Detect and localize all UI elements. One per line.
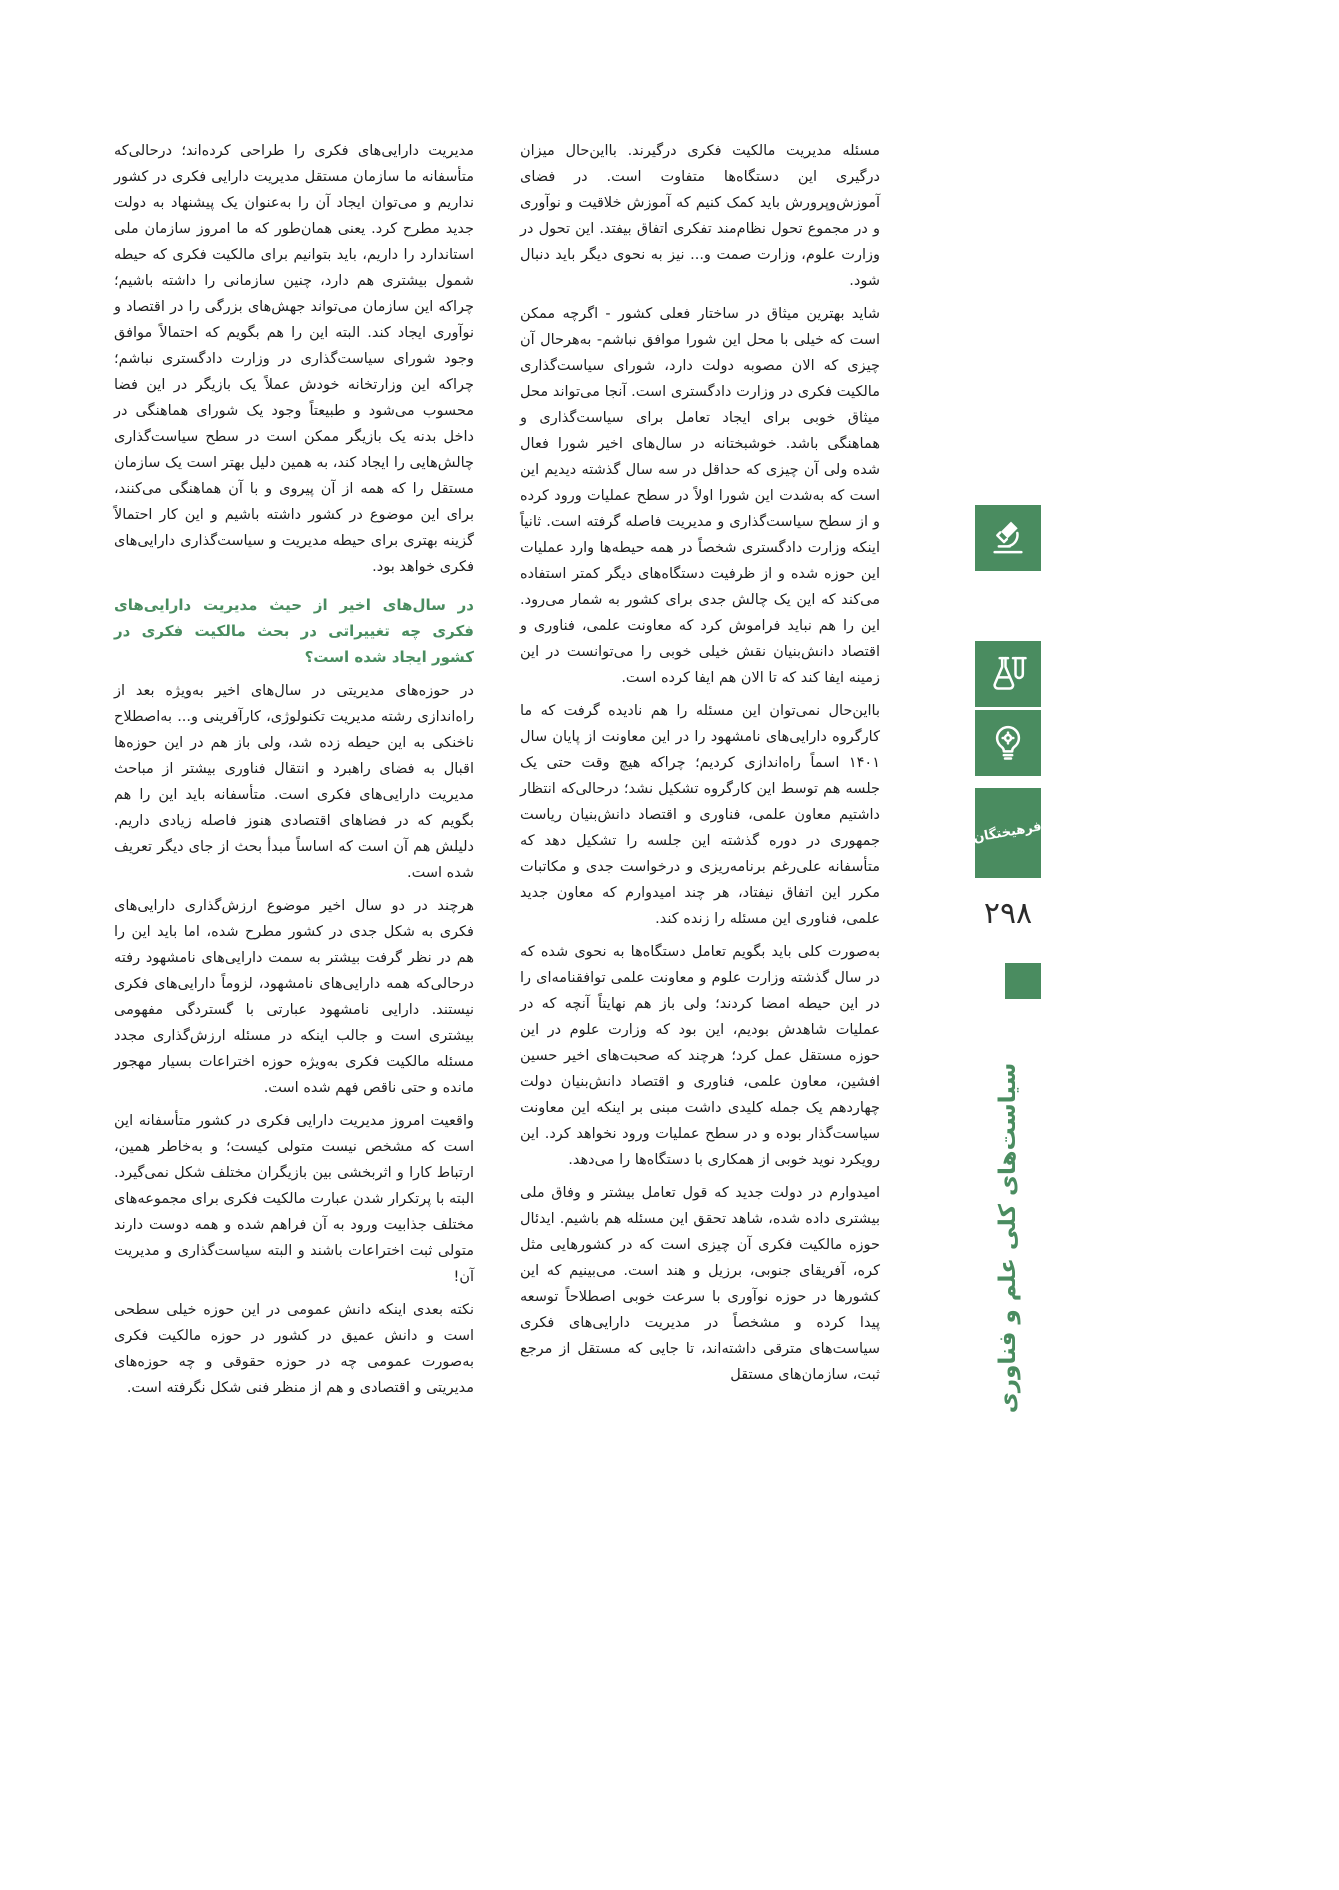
paragraph: در حوزه‌های مدیریتی در سال‌های اخیر به‌ویژه بعد از راه‌اندازی رشته مدیریت تکنولوژی، کارآفرینی و... به‌اصطلاح ناخنکی به این حیطه زده شد، ولی باز هم در این حوزه‌ها اقبال به فضای راهبرد و انتقال فناوری بیشتر از مباحث مدیریت دارایی‌های فکری است. متأسفانه باید این را هم بگویم که در فضاهای اقتصادی هنوز فاصله زیادی داریم. دلیلش هم آن است که اساساً مبدأ بحث از جای دیگر تعریف شده است. [114,683,474,881]
paragraph: بااین‌حال نمی‌توان این مسئله را هم نادیده گرفت که ما کارگروه دارایی‌های نامشهود را در این معاونت از پایان سال ۱۴۰۱ اسماً راه‌اندازی کردیم؛ چراکه هیچ وقت حتی یک جلسه هم توسط این کارگروه تشکیل نشد؛ درحالی‌که انتظار داشتیم معاون علمی، فناوری و اقتصاد دانش‌بنیان ریاست جمهوری در دوره گذشته این جلسه را تشکیل دهد که متأسفانه علی‌رغم برنامه‌ریزی و درخواست جدی و مکاتبات مکرر این اتفاق نیفتاد، هر چند امیدوارم که معاون جدید علمی، فناوری این مسئله را زنده کند. [520,703,880,927]
text-column-right [520,138,880,1408]
text-column-left [114,138,474,1408]
section-marker-square [1005,963,1041,999]
lightbulb-gear-icon [988,723,1028,763]
flask-icon [988,654,1028,694]
paragraph: مدیریت دارایی‌های فکری را طراحی کرده‌اند؛ درحالی‌که متأسفانه ما سازمان مستقل مدیریت دارایی فکری در کشور نداریم و می‌توان ایجاد آن را به‌عنوان یک پیشنهاد به دولت جدید مطرح کرد. یعنی همان‌طور که ما امروز سازمان ملی استاندارد را داریم، باید بتوانیم برای مالکیت فکری که حیطه شمول بیشتری هم دارد، چنین سازمانی را داشته باشیم؛ چراکه این سازمان می‌تواند جهش‌های بزرگی را در اقتصاد و نوآوری ایجاد کند. البته این را هم بگویم که احتمالاً موافق وجود شورای سیاست‌گذاری در وزارت دادگستری نباشم؛ چراکه این وزارتخانه خودش عملاً یک بازیگر در این فضا محسوب می‌شود و طبیعتاً وجود یک شورای هماهنگی در داخل بدنه یک بازیگر ممکن است در سطح سیاست‌گذاری چالش‌هایی را ایجاد کند، به همین دلیل بهتر است یک سازمان مستقل را که همه از آن پیروی و با آن هماهنگی می‌کنند، برای این موضوع در کشور داشته باشیم و این کار احتمالاً گزینه بهتری برای حیطه مدیریت و سیاست‌گذاری دارایی‌های فکری خواهد بود. [114,143,474,575]
microscope-icon [988,518,1028,558]
brand-logo: فرهیختگان [972,818,1044,846]
article-body [114,138,880,1408]
paragraph: شاید بهترین میثاق در ساختار فعلی کشور - اگرچه ممکن است که خیلی با محل این شورا موافق نباشم- به‌هرحال آن چیزی که الان مصوبه دولت دارد، شورای سیاست‌گذاری مالکیت فکری در وزارت دادگستری است. آنجا می‌تواند محل میثاق خوبی برای ایجاد تعامل برای سیاست‌گذاری و هماهنگی باشد. خوشبختانه در سال‌های اخیر شورا فعال شده ولی آن چیزی که حداقل در سه سال گذشته دیدیم این است که به‌شدت این شورا اولاً در سطح عملیات ورود کرده و از سطح سیاست‌گذاری و مدیریت فاصله گرفته است. ثانیاً اینکه وزارت دادگستری شخصاً در همه حیطه‌ها وارد عملیات این حوزه شده و از ظرفیت دستگاه‌های دیگر کمتر استفاده می‌کند که این یک چالش جدی برای کشور به شمار می‌رود. این را هم نباید فراموش کرد که معاونت علمی، فناوری و اقتصاد دانش‌بنیان نقش خیلی خوبی را می‌توانست در این زمینه ایفا کند که تا الان هم ایفا کرده است. [520,306,880,686]
brand-logo-block [972,788,1044,878]
page-number: ۲۹۸ [983,896,1033,931]
paragraph: هرچند در دو سال اخیر موضوع ارزش‌گذاری دارایی‌های فکری به شکل جدی در کشور مطرح شده، اما باید این را هم در نظر گرفت بیشتر به سمت دارایی‌های نامشهود رفته درحالی‌که همه دارایی‌های نامشهود، لزوماً دارایی‌های فکری نیستند. دارایی نامشهود عبارتی با گستردگی مفهومی بیشتری است و جالب اینکه در مسئله ارزش‌گذاری مجدد مسئله مالکیت فکری به‌ویژه حوزه اختراعات بسیار مهجور مانده و حتی ناقص فهم شده است. [114,898,474,1096]
chemistry-category-block [975,641,1041,707]
science-category-block [975,505,1041,571]
paragraph: مسئله مدیریت مالکیت فکری درگیرند. بااین‌حال میزان درگیری این دستگاه‌ها متفاوت است. در فضای آموزش‌وپرورش باید کمک کنیم که آموزش خلاقیت و نوآوری و در مجموع تحول نظام‌مند تفکری اتفاق بیفتد. این تحول در وزارت علوم، وزارت صمت و... نیز به نحوی دیگر باید دنبال شود. [520,143,880,289]
innovation-category-block [975,710,1041,776]
section-title-text: سیاست‌های کلی علم و فناوری [995,1062,1022,1413]
paragraph: واقعیت امروز مدیریت دارایی فکری در کشور متأسفانه این است که مشخص نیست متولی کیست؛ و به‌خاطر همین، ارتباط کارا و اثربخشی بین بازیگران مختلف شکل نمی‌گیرد. البته با پرتکرار شدن عبارت مالکیت فکری برای مجموعه‌های مختلف جذابیت ورود به آن فراهم شده و همه دوست دارند متولی ثبت اختراعات باشند و البته سیاست‌گذاری و مدیریت آن! [114,1113,474,1285]
paragraph: به‌صورت کلی باید بگویم تعامل دستگاه‌ها به نحوی شده که در سال گذشته وزارت علوم و معاونت علمی توافقنامه‌ای را در این حیطه امضا کردند؛ ولی باز هم نهایتاً آنچه که در عملیات شاهدش بودیم، این بود که وزارت علوم در این حوزه مستقل عمل کرد؛ هرچند که صحبت‌های اخیر حسین افشین، معاون علمی، فناوری و اقتصاد دانش‌بنیان دولت چهاردهم یک جمله کلیدی داشت مبنی بر اینکه این معاونت سیاست‌گذار بوده و در سطح عملیات ورود نخواهد کرد. این رویکرد نوید خوبی از همکاری با دستگاه‌ها را می‌دهد. [520,944,880,1168]
paragraph: امیدوارم در دولت جدید که قول تعامل بیشتر و وفاق ملی بیشتری داده شده، شاهد تحقق این مسئله هم باشیم. ایدئال حوزه مالکیت فکری آن چیزی است که در کشورهایی مثل کره، آفریقای جنوبی، برزیل و هند است. می‌بینیم که این کشورها در حوزه نوآوری با سرعت خوبی اصطلاحاً توسعه پیدا کرده و مشخصاً در مدیریت دارایی‌های فکری سیاست‌های مترقی داشته‌اند، تا جایی که مستقل از مرجع ثبت، سازمان‌های مستقل [520,1185,880,1383]
section-title-vertical [975,1020,1041,1455]
interview-question-heading: در سال‌های اخیر از حیث مدیریت دارایی‌های فکری چه تغییراتی در بحث مالکیت فکری در کشور ایجاد شده است؟ [114,596,474,666]
paragraph: نکته بعدی اینکه دانش عمومی در این حوزه خیلی سطحی است و دانش عمیق در کشور در حوزه مالکیت فکری به‌صورت عمومی چه در حوزه حقوقی و چه حوزه‌های مدیریتی و اقتصادی و هم از منظر فنی شکل نگرفته است. [114,1302,474,1396]
